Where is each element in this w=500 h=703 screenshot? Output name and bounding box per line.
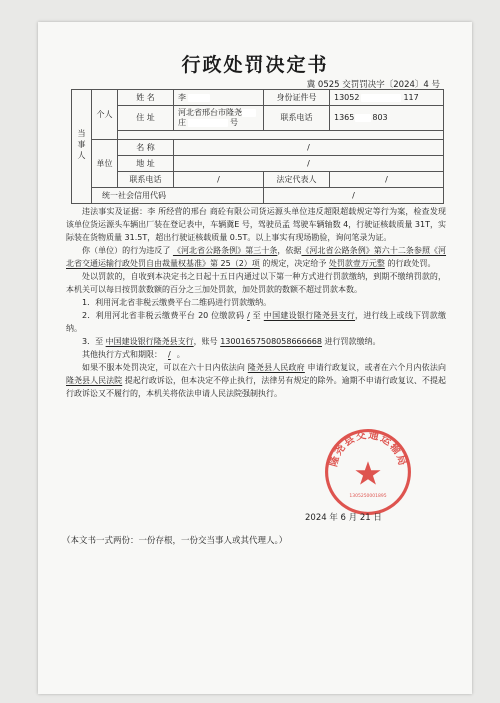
id-label: 身份证件号 — [264, 90, 330, 106]
id-value-prefix: 13052 — [334, 93, 360, 102]
violated-law: 《河北省公路条例》第三十条 — [172, 246, 278, 255]
payment-bank: 中国建设银行隆尧县支行 — [263, 311, 356, 320]
official-seal — [323, 427, 413, 517]
litigation-court: 隆尧县人民法院 — [66, 376, 123, 385]
address-line2: 庄 — [178, 118, 186, 127]
decision-body — [66, 205, 446, 400]
address-line1: 河北省邢台市隆尧 — [178, 108, 242, 117]
text-fragment: 提起行政诉讼，但本决定不停止执行，法律另有规定的除外。逾期不申请行政复议、不提起行政诉讼又不履行的，本机关将依法申请人民法院强制执行。 — [66, 376, 446, 398]
legal-rep-value: / — [330, 172, 444, 188]
redaction-mark — [361, 94, 401, 102]
text-fragment: 申请行政复议，或者在六个月内依法向 — [304, 363, 446, 372]
unit-name-value: / — [174, 140, 444, 156]
unit-name-label: 名 称 — [118, 140, 174, 156]
text-fragment: 至 — [249, 311, 264, 320]
unit-address-label: 地 址 — [118, 156, 174, 172]
payment-code: / — [247, 311, 250, 320]
redaction-mark — [242, 109, 256, 117]
other-execution-value: / — [168, 350, 171, 359]
text-fragment: ，依据 — [277, 246, 302, 255]
id-value-cell — [330, 90, 444, 106]
payment-bank-2: 中国建设银行隆尧县支行 — [105, 337, 194, 346]
payment-method-3 — [66, 335, 446, 348]
violation-facts-paragraph: 违法事实及证据：李 所经营的邢台 商砼有限公司货运源头单位违反超限超载规定等行为案，检查发现该单位货运源头车辆出厂装在登记表中，车辆冀E 号，驾驶员孟 驾驶车辆轴数 4，行驶证核载质量 31T，实际装在货物质量 31.5T，超出行驶证核载质量 0.5T。以上事实有现场勘验，询问笔录为证。 — [66, 207, 446, 242]
penalty-content: 处罚款壹万元整 — [328, 259, 385, 268]
redaction-mark — [188, 94, 210, 102]
payment-terms-paragraph: 处以罚款的，自收到本决定书之日起十五日内通过以下第一种方式进行罚款缴纳，到期不缴纳罚款的，本机关可以每日按罚款数额的百分之三加处罚款，加处罚款的数额不超过罚款本数。 — [66, 272, 446, 294]
legal-basis-paragraph — [66, 244, 446, 270]
unit-phone-value: / — [174, 172, 264, 188]
document-content — [38, 22, 472, 694]
phone-prefix: 1365 — [334, 113, 355, 122]
person-extra-row — [118, 131, 444, 140]
other-execution-paragraph — [66, 348, 446, 361]
document-number: 冀 0525 交罚罚决字〔2024〕4 号 — [306, 80, 440, 90]
redaction-mark — [188, 119, 228, 127]
document-title: 行政处罚决定书 — [181, 54, 329, 76]
text-fragment: 的规定，决定给予 — [259, 259, 329, 268]
text-fragment: 如果不服本处罚决定，可以在六十日内依法向 — [82, 363, 248, 372]
document-page — [38, 22, 472, 694]
id-value-suffix: 117 — [403, 93, 419, 102]
text-fragment: 其他执行方式和期限： — [82, 350, 162, 359]
footer-note: （本文书一式两份：一份存根，一份交当事人或其代理人。） — [62, 536, 288, 546]
name-label: 姓 名 — [118, 90, 174, 106]
text-fragment: 2．利用河北省非税云缴费平台 20 位缴款码 — [82, 311, 248, 320]
review-authority: 隆尧县人民政府 — [247, 363, 305, 372]
redaction-mark — [355, 114, 371, 122]
name-value-cell — [174, 90, 264, 106]
text-fragment: 的行政处罚。 — [384, 259, 436, 268]
party-label: 当事人 — [77, 129, 86, 162]
appeal-paragraph — [66, 361, 446, 400]
address-line2-end: 号 — [230, 118, 238, 127]
text-fragment: 3．至 — [82, 337, 106, 346]
phone-label: 联系电话 — [264, 106, 330, 131]
credit-code-value: / — [264, 188, 444, 204]
unit-label: 单位 — [96, 159, 113, 168]
legal-rep-label: 法定代表人 — [264, 172, 330, 188]
name-value: 李 — [178, 93, 186, 102]
penalty-basis-law: 《河北省公路条例》第六十二条参照《河北省交通运输行政处罚自由裁量权基准》第 25（2）项 — [66, 246, 447, 268]
phone-value-cell — [330, 106, 444, 131]
decision-date: 2024 年 6 月 21 日 — [305, 513, 382, 523]
payment-method-1: 1．利用河北省非税云缴费平台二维码进行罚款缴纳。 — [82, 298, 272, 307]
seal-star-icon — [355, 461, 380, 484]
unit-address-value: / — [174, 156, 444, 172]
unit-phone-label: 联系电话 — [118, 172, 174, 188]
text-fragment: ，账号 — [193, 337, 221, 346]
address-label: 住 址 — [118, 106, 174, 131]
payment-method-2 — [66, 309, 446, 335]
credit-code-label: 统一社会信用代码 — [102, 191, 166, 200]
party-info-table — [71, 89, 444, 204]
person-label: 个人 — [96, 110, 113, 119]
address-value-cell — [174, 106, 264, 131]
seal-text: 隆尧县交通运输局 — [327, 429, 409, 469]
bank-account: 13001657508058666668 — [220, 337, 322, 346]
text-fragment: 进行罚款缴纳。 — [321, 337, 381, 346]
text-fragment: 你（单位）的行为违反了 — [82, 246, 173, 255]
unit-label-cell — [92, 140, 118, 188]
text-fragment: 。 — [176, 350, 185, 359]
text-fragment: ，进行线上或线下罚款缴纳。 — [66, 311, 447, 333]
party-label-cell — [72, 90, 92, 204]
phone-suffix: 803 — [372, 113, 388, 122]
credit-code-label-cell — [92, 188, 264, 204]
person-label-cell — [92, 90, 118, 140]
seal-number: 1305250001895 — [349, 494, 387, 500]
